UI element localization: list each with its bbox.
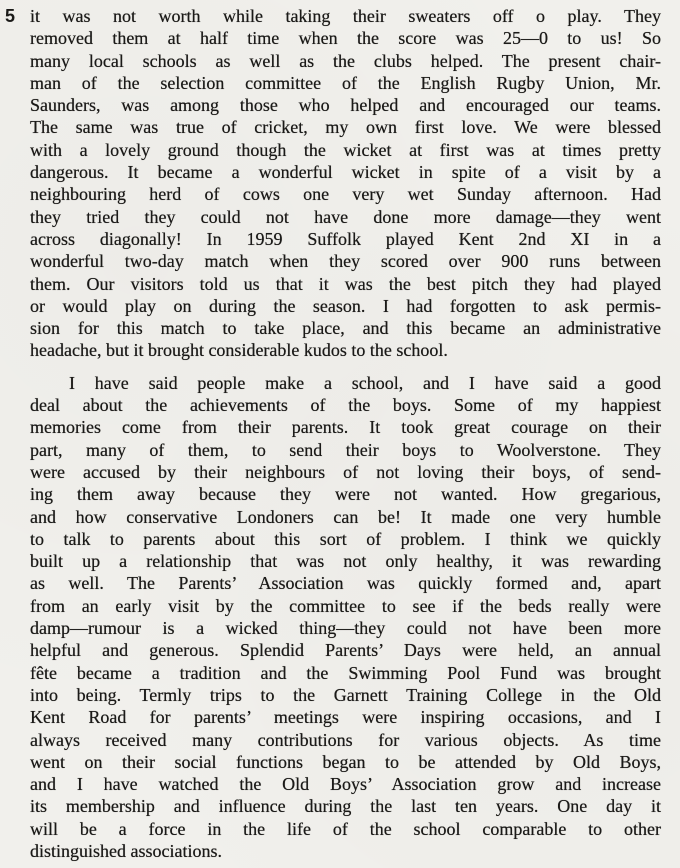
- text-line: as well. The Parents’ Association was quickly formed and, apart: [30, 573, 661, 594]
- text-line: sion for this match to take place, and this became an administrative: [30, 318, 661, 339]
- text-line: and I have watched the Old Boys’ Association grow and increase: [30, 774, 661, 795]
- text-line: and how conservative Londoners can be! It made one very humble: [30, 506, 661, 527]
- text-line: they tried they could not have done more damage—they went: [30, 206, 661, 227]
- text-line: Kent Road for parents’ meetings were inspiring occasions, and I: [30, 707, 661, 728]
- body-text: [30, 5, 661, 862]
- text-line: ing them away because they were not wanted. How gregarious,: [30, 484, 661, 505]
- text-line: removed them at half time when the score was 25—0 to us! So: [30, 28, 661, 49]
- text-line: them. Our visitors told us that it was the best pitch they had played: [30, 273, 661, 294]
- paragraph: [30, 5, 661, 362]
- text-line: always received many contributions for various objects. As time: [30, 729, 661, 750]
- text-line: fête became a tradition and the Swimming Pool Fund was brought: [30, 662, 661, 683]
- text-line: across diagonally! In 1959 Suffolk played Kent 2nd XI in a: [30, 228, 661, 249]
- text-line: many local schools as well as the clubs helped. The present chair-: [30, 50, 661, 71]
- text-line: from an early visit by the committee to see if the beds really were: [30, 595, 661, 616]
- text-line: with a lovely ground though the wicket at first was at times pretty: [30, 139, 661, 160]
- text-line: The same was true of cricket, my own first love. We were blessed: [30, 117, 661, 138]
- text-line: part, many of them, to send their boys to Woolverstone. They: [30, 439, 661, 460]
- text-line: deal about the achievements of the boys. Some of my happiest: [30, 395, 661, 416]
- text-line: neighbouring herd of cows one very wet Sunday afternoon. Had: [30, 184, 661, 205]
- text-line: to talk to parents about this sort of problem. I think we quickly: [30, 528, 661, 549]
- text-line: or would play on during the season. I had forgotten to ask permis-: [30, 295, 661, 316]
- text-line: dangerous. It became a wonderful wicket in spite of a visit by a: [30, 162, 661, 183]
- text-line: its membership and influence during the last ten years. One day it: [30, 796, 661, 817]
- text-line: wonderful two-day match when they scored over 900 runs between: [30, 251, 661, 272]
- paragraph: [30, 372, 661, 863]
- text-line: built up a relationship that was not only healthy, it was rewarding: [30, 551, 661, 572]
- text-line: man of the selection committee of the English Rugby Union, Mr.: [30, 72, 661, 93]
- text-line: were accused by their neighbours of not loving their boys, of send-: [30, 461, 661, 482]
- text-line: helpful and generous. Splendid Parents’ Days were held, an annual: [30, 640, 661, 661]
- text-line: it was not worth while taking their sweaters off o play. They: [30, 6, 661, 26]
- text-line: damp—rumour is a wicked thing—they could not have been more: [30, 618, 661, 639]
- page-margin-number: 5: [5, 6, 16, 26]
- text-line: into being. Termly trips to the Garnett Training College in the Old: [30, 684, 661, 705]
- text-line: Saunders, was among those who helped and encouraged our teams.: [30, 95, 661, 116]
- text-line: memories come from their parents. It took great courage on their: [30, 417, 661, 438]
- text-line: headache, but it brought considerable kudos to the school.: [30, 340, 448, 361]
- text-line: distinguished associations.: [30, 840, 222, 861]
- text-line: will be a force in the life of the school comparable to other: [30, 818, 661, 839]
- text-line: went on their social functions began to be attended by Old Boys,: [30, 751, 661, 772]
- text-line: I have said people make a school, and I have said a good: [69, 372, 661, 393]
